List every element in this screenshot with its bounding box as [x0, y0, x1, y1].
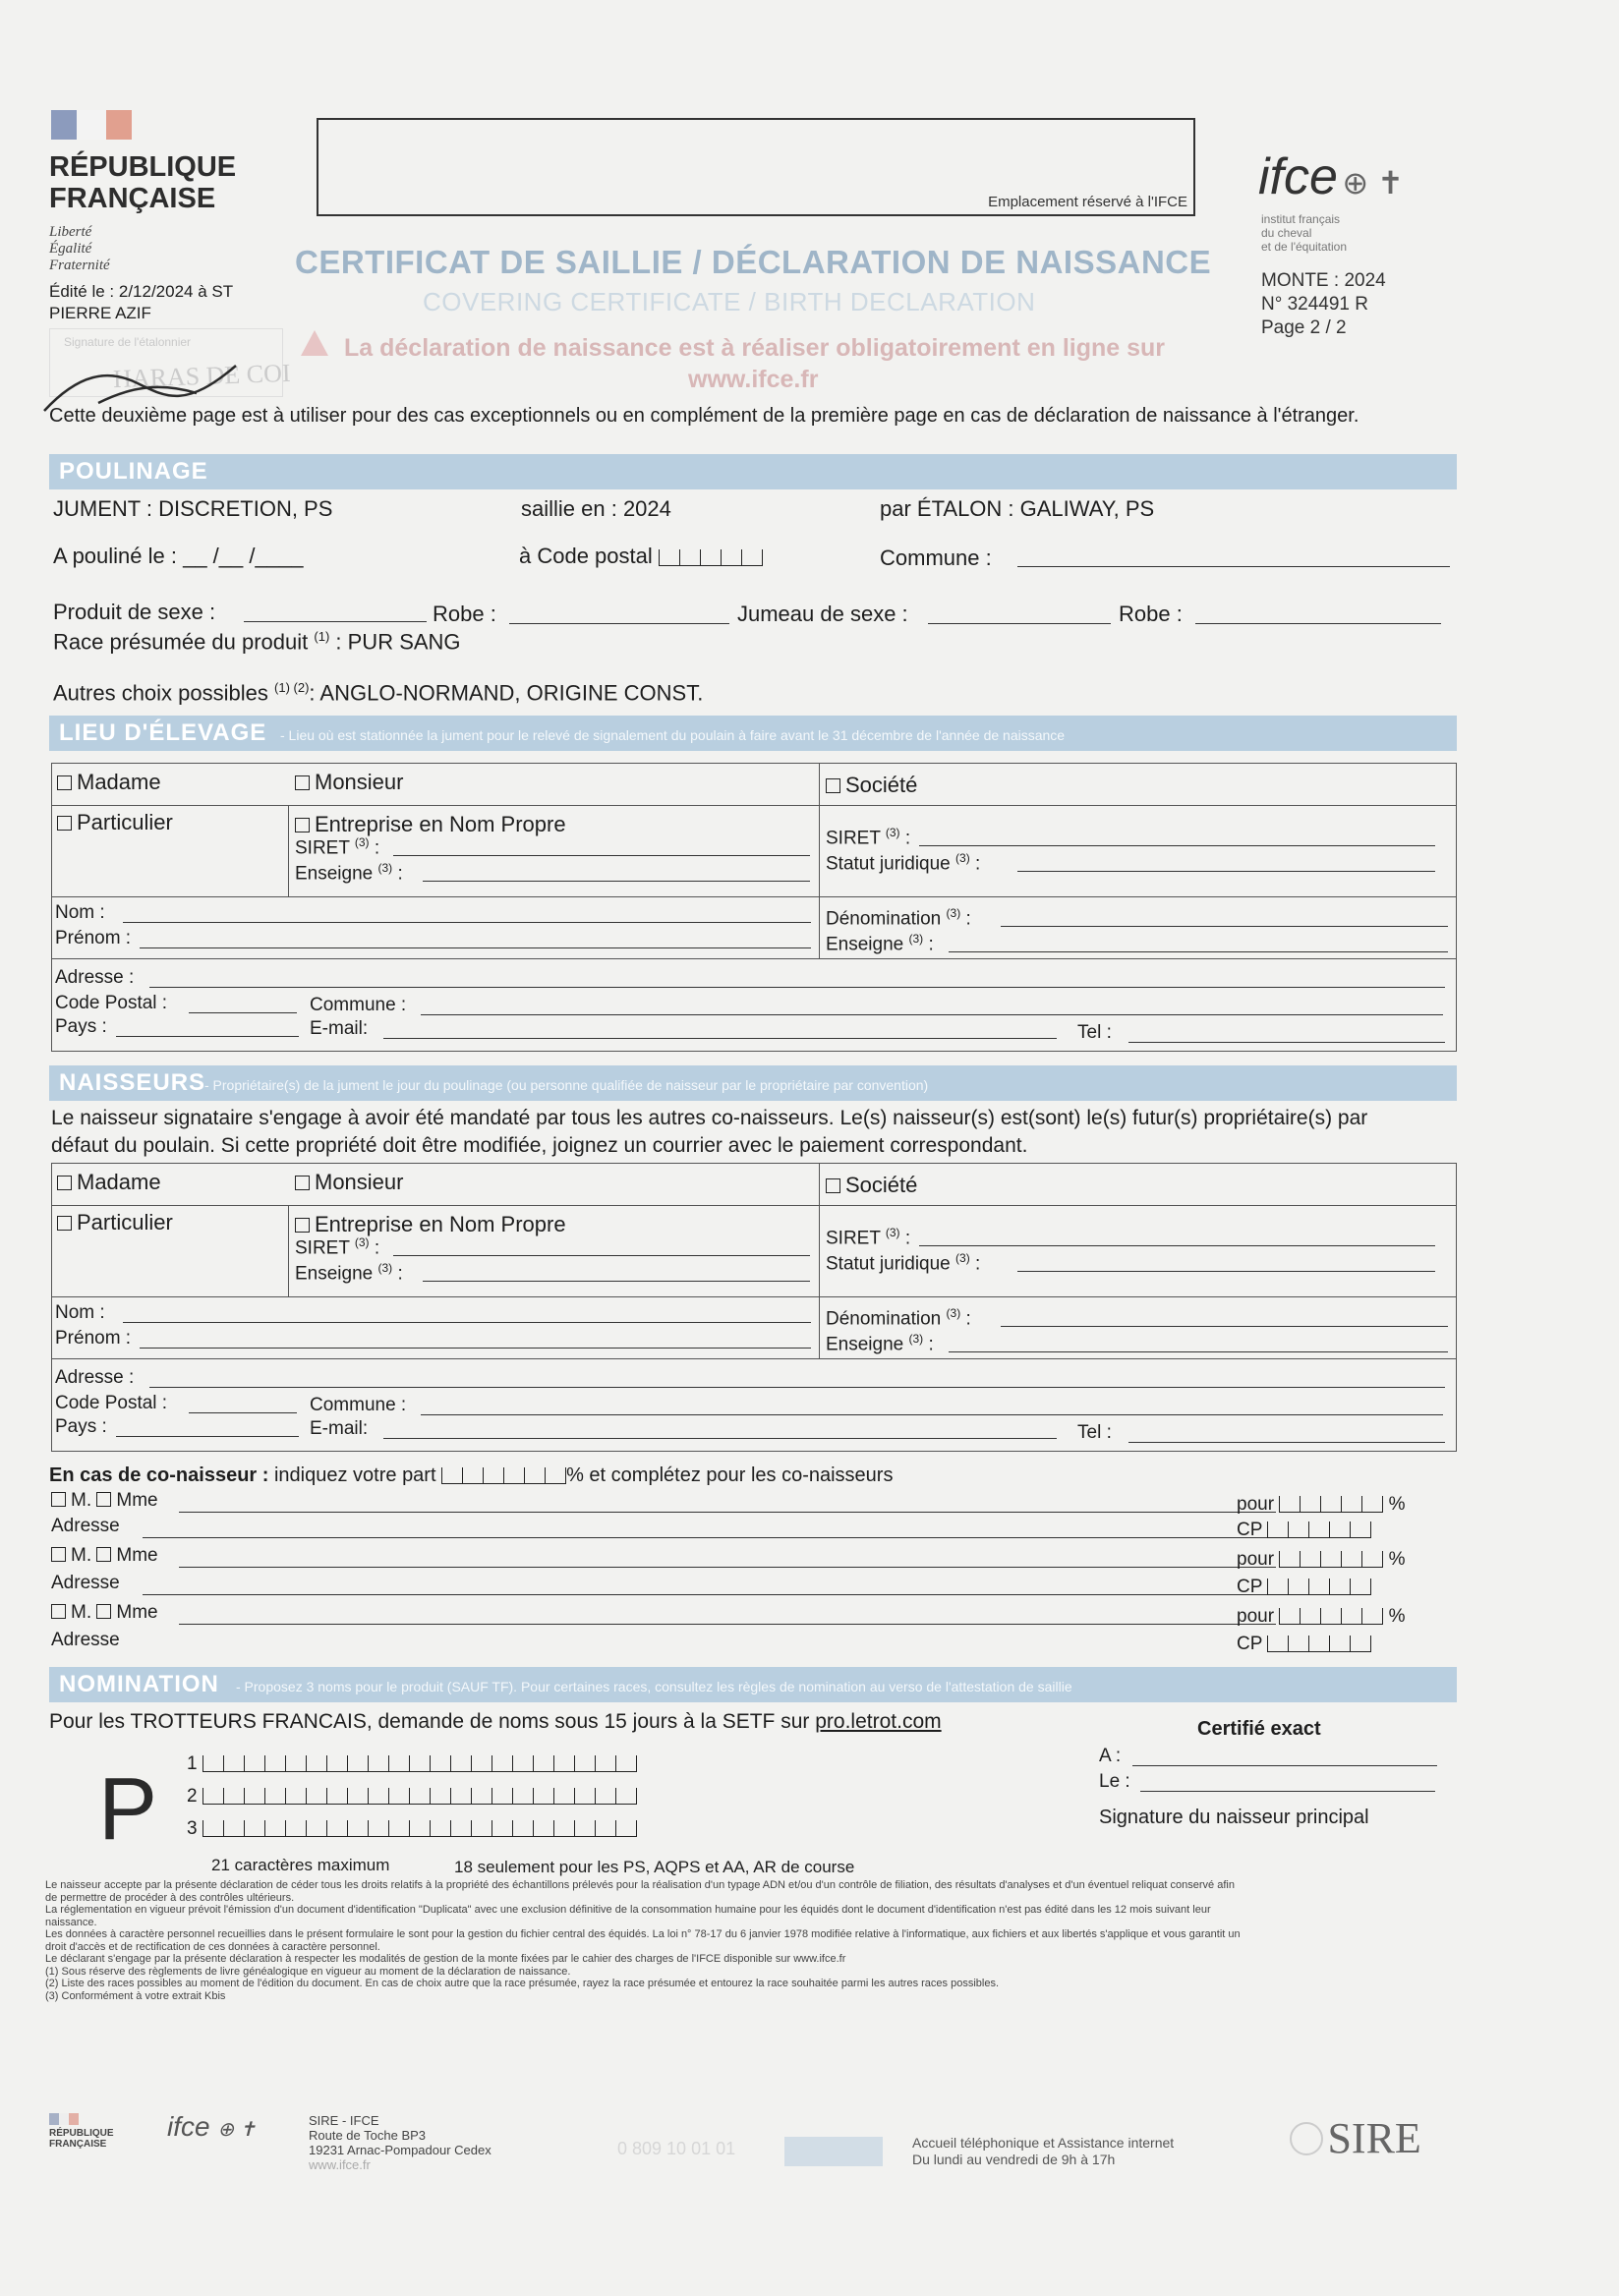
lieu-elevage-form	[51, 763, 1457, 1052]
footer-horse-icon: ⊕ ✝	[217, 2119, 257, 2141]
ifce-logo: ifce ⊕ ✝	[1258, 148, 1404, 205]
code-postal-label: à Code postal	[519, 544, 763, 569]
entreprise-checkbox[interactable]: Entreprise en Nom Propre	[295, 812, 566, 837]
denomination-enseigne-label: Enseigne $^{(3)}$ :	[826, 932, 934, 955]
n-statut-label: Statut juridique $^{(3)}$ :	[826, 1251, 981, 1275]
commune-field[interactable]	[1017, 566, 1450, 567]
n-societe-siret-field[interactable]	[919, 1245, 1435, 1246]
foaling-date[interactable]: A pouliné le : __ /__ /____	[53, 544, 304, 568]
n-enseigne-label: Enseigne $^{(3)}$ :	[295, 1261, 403, 1285]
code-postal-label: Code Postal :	[55, 993, 168, 1013]
n-particulier-checkbox[interactable]: Particulier	[57, 1210, 173, 1235]
n-tel-label: Tel :	[1077, 1422, 1112, 1443]
email-label: E-mail:	[310, 1018, 369, 1039]
n-email-field[interactable]	[383, 1438, 1057, 1439]
co-naisseur-2-cp: CP	[1237, 1577, 1371, 1598]
footnotes: Le naisseur accepte par la présente déclaration de céder tous les droits relatifs à la propriété des échantillons prélevés pour la réalisation d'un typage ADN et/ou d'un contrôle de filiation, des résultats d'analyses et d'un éventuel reliquat conservé afin de permettre de procéder à des contrôles ultérieurs. La réglementation en vigueur prévoit l'émission d'un document d'identification "Duplicata" avec une exclusion définitive de la consommation humaine pour les équidés dont le document d'identification n'est pas édité dans les 12 mois suivant leur naissance. Les données à caractère personnel recueillies dans le présent formulaire le sont pour la gestion du fichier central des équidés. La loi n° 78-17 du 6 janvier 1978 modifiée relative à l'informatique, aux fichiers et aux libertés s'applique et vous garantit un droit d'accès et de rectification de ces données à caractère personnel. Le déclarant s'engage par la présente déclaration à respecter les modalités de gestion de la monte fixées par le cahier des charges de l'IFCE disponible sur www.ifce.fr (1) Sous réserve des règlements de livre généalogique en vigueur au moment de la déclaration de naissance. (2) Liste des races possibles au moment de l'édition du document. En cas de choix autre que la race présumée, rayez la race présumée et entourez la race souhaitée parmi les autres races possibles. (3) Conformément à votre extrait Kbis	[45, 1879, 1241, 2002]
n-denomination-field[interactable]	[1001, 1326, 1448, 1327]
n-entreprise-checkbox[interactable]: Entreprise en Nom Propre	[295, 1212, 566, 1237]
reserved-label: Emplacement réservé à l'IFCE	[988, 194, 1187, 210]
n-monsieur-checkbox[interactable]: Monsieur	[295, 1170, 403, 1195]
intro-text: Cette deuxième page est à utiliser pour des cas exceptionnels ou en complément de la première page en cas de déclaration de naissance à l'étranger.	[49, 405, 1359, 427]
saillie-year: saillie en : 2024	[521, 496, 671, 521]
footer-sire-logo: SIRE	[1290, 2113, 1421, 2163]
tel-label: Tel :	[1077, 1022, 1112, 1043]
warning-icon	[301, 330, 328, 356]
n-societe-checkbox[interactable]: Société	[826, 1173, 917, 1198]
sire-circle-icon	[1290, 2122, 1323, 2155]
p-letter: P	[98, 1760, 158, 1859]
monsieur-checkbox[interactable]: Monsieur	[295, 770, 403, 795]
robe-field[interactable]	[509, 623, 729, 624]
n-code-postal-field[interactable]	[189, 1412, 297, 1413]
naisseurs-text-1: Le naisseur signataire s'engage à avoir été mandaté par tous les autres co-naisseurs. Le(s) naisseur(s) est(sont) le(s) futur(s) propriétaire(s) par	[51, 1107, 1368, 1129]
madame-checkbox[interactable]: Madame	[57, 770, 161, 795]
societe-checkbox[interactable]: Société	[826, 773, 917, 798]
co-naisseur-3-civ[interactable]: M. Mme	[51, 1602, 158, 1624]
co-naisseur-2-pour: pour %	[1237, 1549, 1406, 1570]
enseigne-field[interactable]	[423, 881, 810, 882]
robe2-label: Robe :	[1119, 602, 1183, 626]
co-naisseur-2-civ[interactable]: M. Mme	[51, 1545, 158, 1567]
n-adresse-field[interactable]	[149, 1387, 1445, 1388]
footer-address: SIRE - IFCE Route de Toche BP3 19231 Arnac-Pompadour Cedex www.ifce.fr	[309, 2113, 491, 2172]
particulier-checkbox[interactable]: Particulier	[57, 810, 173, 835]
co-naisseur-1-adresse: Adresse	[51, 1516, 120, 1536]
co-naisseur-1-civ[interactable]: M. Mme	[51, 1490, 158, 1512]
letrot-link[interactable]: pro.letrot.com	[815, 1710, 942, 1733]
co-naisseur-3-name[interactable]	[179, 1624, 1276, 1625]
n-siret-field[interactable]	[393, 1255, 810, 1256]
reserved-box	[317, 118, 1195, 216]
n-tel-field[interactable]	[1128, 1442, 1445, 1443]
adresse-label: Adresse :	[55, 967, 135, 988]
commune-label: Commune :	[310, 995, 407, 1015]
naisseurs-header: NAISSEURS - Propriétaire(s) de la jument le jour du poulinage (ou personne qualifiée de naisseur par le propriétaire par convention)	[49, 1065, 1457, 1101]
n-commune-label: Commune :	[310, 1395, 407, 1415]
adresse-field[interactable]	[149, 987, 1445, 988]
prenom-label: Prénom :	[55, 928, 132, 948]
republic-name: RÉPUBLIQUE FRANÇAISE	[49, 151, 237, 214]
n-nom-field[interactable]	[123, 1322, 811, 1323]
denomination-label: Dénomination $^{(3)}$ :	[826, 906, 971, 930]
name-row-3[interactable]: 3	[187, 1818, 637, 1851]
n-societe-siret-label: SIRET $^{(3)}$ :	[826, 1226, 911, 1249]
nom-field[interactable]	[123, 922, 811, 923]
max-chars-2: 18 seulement pour les PS, AQPS et AA, AR de course	[454, 1858, 855, 1876]
footer-accueil: Accueil téléphonique et Assistance internet Du lundi au vendredi de 9h à 17h	[912, 2135, 1175, 2167]
document-title: CERTIFICAT DE SAILLIE / DÉCLARATION DE NAISSANCE	[295, 244, 1212, 280]
n-denomination-label: Dénomination $^{(3)}$ :	[826, 1306, 971, 1330]
pays-label: Pays :	[55, 1016, 107, 1037]
monte-info	[1261, 269, 1386, 340]
co-naisseur-rows	[49, 1490, 1457, 1661]
naisseurs-text-2: défaut du poulain. Si cette propriété doit être modifiée, joignez un courrier avec le paiement correspondant.	[51, 1134, 1028, 1157]
marianne-logo	[51, 110, 132, 140]
co-naisseur-3-cp: CP	[1237, 1634, 1371, 1655]
denomination-field[interactable]	[1001, 926, 1448, 927]
trotteurs-text: Pour les TROTTEURS FRANCAIS, demande de noms sous 15 jours à la SETF sur pro.letrot.com	[49, 1710, 942, 1733]
jumeau-label: Jumeau de sexe :	[737, 602, 908, 626]
ifce-description: institut français du cheval et de l'équitation	[1261, 212, 1348, 254]
statut-label: Statut juridique $^{(3)}$ :	[826, 851, 981, 875]
footer-phone: 0 809 10 01 01	[617, 2139, 736, 2158]
enseigne-label: Enseigne $^{(3)}$ :	[295, 861, 403, 885]
n-email-label: E-mail:	[310, 1418, 369, 1439]
monte-year: MONTE : 2024	[1261, 270, 1386, 291]
lieu-elevage-header: LIEU D'ÉLEVAGE - Lieu où est stationnée la jument pour le relevé de signalement du poulain à faire avant le 31 décembre de l'année de naissance	[49, 716, 1457, 751]
statut-field[interactable]	[1017, 871, 1435, 872]
signature-label: Signature du naisseur principal	[1099, 1807, 1369, 1828]
n-commune-field[interactable]	[421, 1414, 1443, 1415]
max-chars-1: 21 caractères maximum	[211, 1856, 390, 1874]
n-pays-field[interactable]	[116, 1436, 299, 1437]
co-naisseur-line: En cas de co-naisseur : indiquez votre part % et complétez pour les co-naisseurs	[49, 1464, 894, 1486]
n-statut-field[interactable]	[1017, 1271, 1435, 1272]
jumeau-field[interactable]	[928, 623, 1111, 624]
etalon: par ÉTALON : GALIWAY, PS	[880, 496, 1155, 521]
denomination-enseigne-field[interactable]	[949, 951, 1448, 952]
societe-siret-field[interactable]	[919, 845, 1435, 846]
n-code-postal-label: Code Postal :	[55, 1393, 168, 1413]
co-naisseur-2-adresse-field[interactable]	[143, 1594, 1276, 1595]
n-madame-checkbox[interactable]: Madame	[57, 1170, 161, 1195]
pays-field[interactable]	[116, 1036, 299, 1037]
n-prenom-field[interactable]	[140, 1348, 811, 1349]
poulinage-header: POULINAGE	[49, 454, 1457, 489]
n-nom-label: Nom :	[55, 1302, 105, 1323]
footer-rf-logo: RÉPUBLIQUE FRANÇAISE	[49, 2113, 114, 2150]
certifie-exact: Certifié exact	[1197, 1718, 1321, 1740]
siret-label: SIRET $^{(3)}$ :	[295, 835, 380, 859]
co-naisseur-1-name[interactable]	[179, 1512, 1276, 1513]
co-naisseur-3-adresse: Adresse	[51, 1630, 120, 1650]
certif-a-field[interactable]	[1132, 1765, 1437, 1766]
online-warning-link[interactable]: www.ifce.fr	[688, 366, 819, 393]
nom-label: Nom :	[55, 902, 105, 923]
email-field[interactable]	[383, 1038, 1057, 1039]
co-naisseur-1-pour: pour %	[1237, 1494, 1406, 1515]
co-naisseur-1-adresse-field[interactable]	[143, 1537, 1276, 1538]
name-row-2[interactable]: 2	[187, 1786, 637, 1818]
naisseurs-form	[51, 1163, 1457, 1452]
autres-choix: Autres choix possibles $^{(1) (2)}$: ANGLO-NORMAND, ORIGINE CONST.	[53, 680, 704, 706]
n-enseigne-field[interactable]	[423, 1281, 810, 1282]
co-naisseur-2-adresse: Adresse	[51, 1573, 120, 1593]
edition-date: Édité le : 2/12/2024 à ST PIERRE AZIF	[49, 282, 234, 322]
name-rows	[187, 1753, 637, 1851]
nomination-header: NOMINATION - Proposez 3 noms pour le produit (SAUF TF). Pour certaines races, consultez les règles de nomination au verso de l'attestation de saillie	[49, 1667, 1457, 1702]
robe-label: Robe :	[433, 602, 496, 626]
online-warning: La déclaration de naissance est à réaliser obligatoirement en ligne sur	[344, 334, 1166, 362]
produit-sexe-label: Produit de sexe :	[53, 600, 216, 624]
commune-label: Commune :	[880, 545, 992, 570]
robe2-field[interactable]	[1195, 623, 1441, 624]
produit-sexe-field[interactable]	[244, 621, 427, 622]
n-siret-label: SIRET $^{(3)}$ :	[295, 1235, 380, 1259]
race-presumee: Race présumée du produit $^{(1)}$ : PUR SANG	[53, 629, 461, 655]
co-naisseur-2-name[interactable]	[179, 1567, 1276, 1568]
stamp-text: HARAS DE COI	[112, 358, 292, 394]
co-naisseur-3-pour: pour %	[1237, 1606, 1406, 1627]
prenom-field[interactable]	[140, 947, 811, 948]
co-naisseur-1-cp: CP	[1237, 1520, 1371, 1541]
n-denomination-enseigne-field[interactable]	[949, 1351, 1448, 1352]
code-postal-field[interactable]	[189, 1012, 297, 1013]
code-postal-boxes[interactable]	[659, 544, 763, 569]
certif-le-field[interactable]	[1140, 1791, 1435, 1792]
page-number: Page 2 / 2	[1261, 317, 1347, 338]
footer-phone-badge	[784, 2137, 883, 2166]
commune-field[interactable]	[421, 1014, 1443, 1015]
certificate-number: N° 324491 R	[1261, 294, 1368, 315]
siret-field[interactable]	[393, 855, 810, 856]
tel-field[interactable]	[1128, 1042, 1445, 1043]
motto: Liberté Égalité Fraternité	[49, 224, 110, 273]
n-denomination-enseigne-label: Enseigne $^{(3)}$ :	[826, 1332, 934, 1355]
n-pays-label: Pays :	[55, 1416, 107, 1437]
n-prenom-label: Prénom :	[55, 1328, 132, 1349]
stamp-label: Signature de l'étalonnier	[64, 335, 192, 349]
certif-a-label: A :	[1099, 1746, 1122, 1766]
document-subtitle: COVERING CERTIFICATE / BIRTH DECLARATION	[423, 287, 1036, 316]
jument: JUMENT : DISCRETION, PS	[53, 496, 333, 521]
societe-siret-label: SIRET $^{(3)}$ :	[826, 826, 911, 849]
certif-le-label: Le :	[1099, 1771, 1130, 1792]
name-row-1[interactable]: 1	[187, 1753, 637, 1786]
horse-icon: ⊕ ✝	[1342, 165, 1404, 201]
footer-ifce-logo: ifce ⊕ ✝	[167, 2111, 257, 2142]
n-adresse-label: Adresse :	[55, 1367, 135, 1388]
part-boxes[interactable]	[441, 1464, 566, 1487]
